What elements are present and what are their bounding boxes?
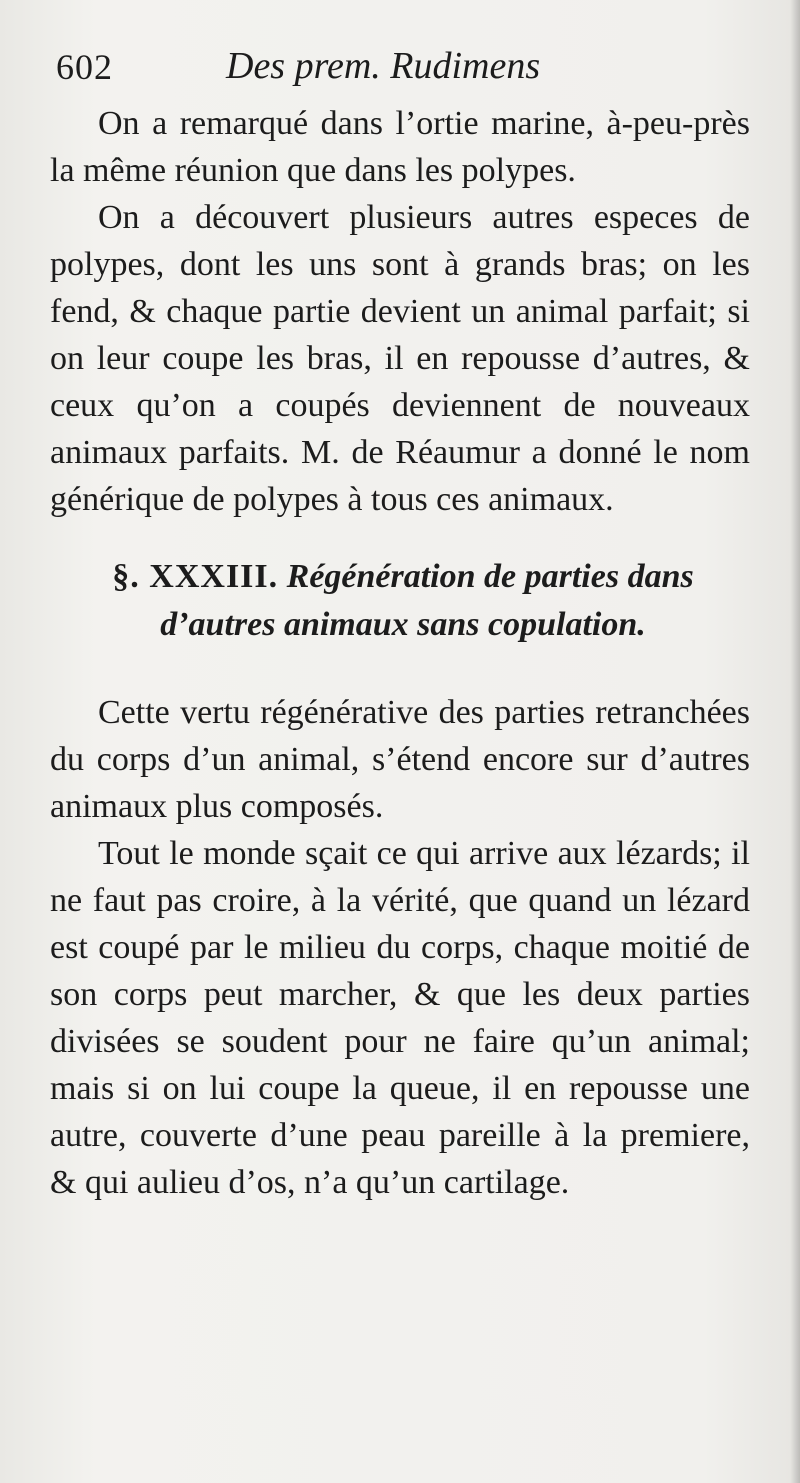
section-heading [50, 553, 750, 649]
section-number: §. XXXIII. [112, 558, 279, 595]
section-title: Régénération de parties dans d’autres animaux sans copulation. [160, 558, 694, 643]
page-body [50, 100, 750, 1206]
page-gutter-shadow [790, 0, 800, 1483]
running-head: Des prem. Rudimens [226, 45, 541, 87]
paragraph-ortie-marine: On a remarqué dans l’ortie marine, à-peu-près la même réunion que dans les polypes. [50, 105, 750, 189]
heading-spacer [50, 649, 750, 689]
paragraph-vertu-regenerative: Cette vertu régénérative des parties retranchées du corps d’un animal, s’étend encore sur d’autres animaux plus composés. [50, 694, 750, 825]
page-number: 602 [56, 47, 113, 87]
paragraph-lezards: Tout le monde sçait ce qui arrive aux lézards; il ne faut pas croire, à la vérité, que quand un lézard est coupé par le milieu du corps, chaque moitié de son corps peut marcher, & que les deux parties divisées se soudent pour ne faire qu’un animal; mais si on lui coupe la queue, il en repousse une autre, couverte d’une peau pareille à la premiere, & qui aulieu d’os, n’a qu’un cartilage. [50, 835, 750, 1201]
paragraph-polypes: On a découvert plusieurs autres especes de polypes, dont les uns sont à grands bras; on les fend, & chaque partie devient un animal parfait; si on leur coupe les bras, il en repousse d’autres, & ceux qu’on a coupés deviennent de nouveaux animaux parfaits. M. de Réaumur a donné le nom générique de polypes à tous ces animaux. [50, 199, 750, 518]
page-header [50, 42, 750, 98]
